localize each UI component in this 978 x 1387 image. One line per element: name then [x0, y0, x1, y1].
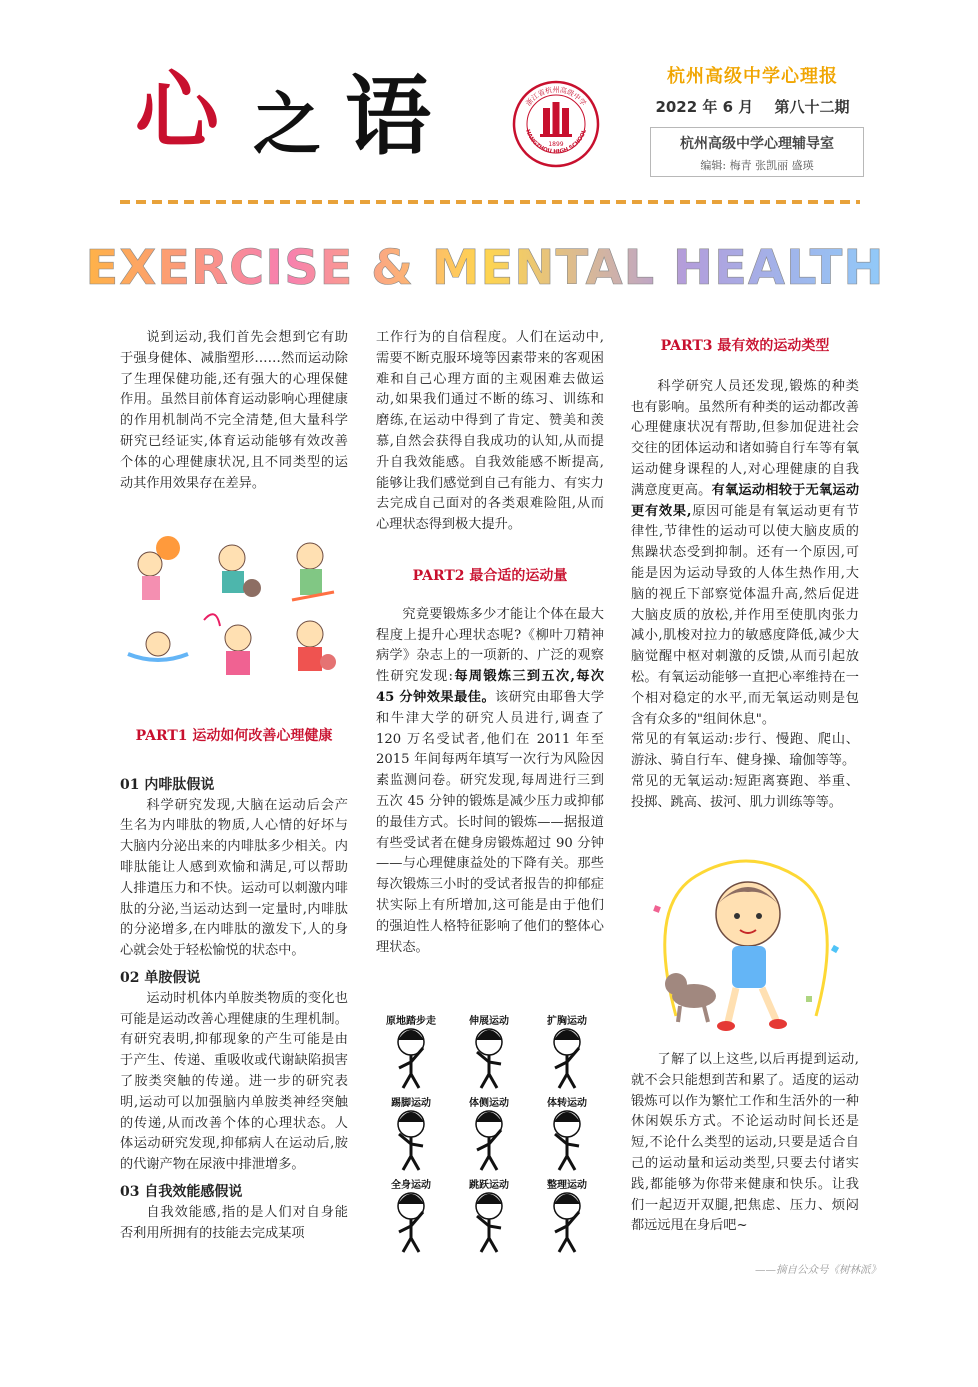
exercise-label: 全身运动 — [391, 1180, 431, 1191]
header-divider — [120, 200, 860, 204]
issue-date: 2022 年 6 月 — [655, 98, 754, 116]
issue-line — [640, 96, 865, 117]
exercise-label: 扩胸运动 — [547, 1016, 587, 1027]
conclusion-paragraph: 了解了以上这些,以后再提到运动,就不会只能想到苦和累了。适度的运动锻炼可以作为繁忙工作和生活外的一种休闲娱乐方式。不论运动时间长还是短,不论什么类型的运动,只要是适合自己的运动量和运动类型,只要去付诸实践,都能够为你带来健康和快乐。让我们一起迈开双腿,把焦虑、压力、烦闷都远远甩在身后吧~ — [631, 1052, 859, 1234]
part3-title: PART3 最有效的运动类型 — [660, 338, 830, 354]
exercise-figure — [469, 1096, 509, 1170]
exercise-label: 体侧运动 — [469, 1098, 509, 1109]
svg-text:1899: 1899 — [548, 141, 564, 148]
intro-paragraph: 说到运动,我们首先会想到它有助于强身健体、减脂塑形……然而运动除了生理保健功能,还有强大的心理保健作用。虽然目前体育运动影响心理健康的作用机制尚不完全清楚,但大量科学研究已经证实,体育运动能够有效改善个体的心理健康状况,且不同类型的运动其作用效果存在差异。 — [120, 330, 348, 491]
paper-name: 杭州高级中学心理报 — [667, 66, 838, 87]
part1-title: PART1 运动如何改善心理健康 — [135, 728, 333, 744]
sec2-text: 运动时机体内单胺类物质的变化也可能是运动改善心理健康的生理机制。有研究表明,抑郁现象的产生可能是由于产生、传递、重吸收或代谢缺陷损害了胺类突触的传递。进一步的研究表明,运动可以加强脑内单胺类神经突触的传递,从而改善个体的心理状态。人体运动研究发现,抑郁病人在运动后,胺的代谢产物在尿液中排泄增多。 — [120, 990, 348, 1173]
svg-text:HANGZHOU HIGH SCHOOL: HANGZHOU HIGH SCHOOL — [524, 128, 588, 156]
part3-paragraph: 科学研究人员还发现,锻炼的种类也有影响。虽然所有种类的运动都改善心理健康状况有帮助,但参加促进社会交往的团体运动和诸如骑自行车等有氧运动健身课程的人,对心理健康的自我满意度更高。有氧运动相较于无氧运动更有效果,原因可能是有氧运动更有节律性,节律性的运动可以使大脑皮质的焦躁状态受到抑制。还有一个原因,可能是因为运动导致的人体生热作用,大脑的视丘下部察觉体温升高,然后促进大脑皮质的放松,并作用至使肌肉张力减小,肌梭对拉力的敏感度降低,减少大脑觉醒中枢对刺激的反馈,从而引起放松。有氧运动能够一直把心率维持在一个相对稳定的水平,而无氧运动则是包含有众多的"组间休息"。 — [631, 378, 860, 727]
sec3-text: 自我效能感,指的是人们对自身能否利用所拥有的技能去完成某项 — [120, 1204, 348, 1241]
exercise-label: 原地踏步走 — [386, 1016, 436, 1027]
svg-text:EXERCISE & MENTAL HEALTH: EXERCISE & MENTAL HEALTH — [85, 240, 885, 296]
exercise-label: 伸展运动 — [469, 1016, 509, 1027]
source-credit: ——摘自公众号《树林派》 — [755, 1264, 881, 1276]
exercise-figure — [547, 1014, 587, 1088]
column-1-part1 — [120, 726, 348, 1244]
exercise-figure — [469, 1014, 509, 1088]
title-char-xin: 心 — [135, 61, 220, 160]
exercise-label: 体转运动 — [547, 1098, 587, 1109]
sec2-title: 02 单胺假说 — [120, 969, 201, 986]
exercise-figure — [391, 1096, 431, 1170]
exercise-grid-illustration — [372, 1012, 608, 1264]
part2-title: PART2 最合适的运动量 — [412, 567, 568, 584]
school-emblem — [512, 80, 600, 168]
office-box — [650, 127, 864, 177]
issue-number: 第八十二期 — [774, 98, 850, 116]
exercise-figure — [547, 1178, 587, 1252]
column-3-part3 — [631, 336, 859, 814]
jump-rope-girl-illustration — [636, 846, 858, 1046]
exercise-figure — [391, 1178, 431, 1252]
exercise-figure — [468, 1178, 509, 1252]
exercise-label: 整理运动 — [547, 1180, 587, 1191]
aerobic-list: 常见的有氧运动:步行、慢跑、爬山、游泳、骑自行车、健身操、瑜伽等等。 — [631, 732, 859, 769]
kids-sports-illustration — [120, 526, 350, 686]
header-info — [640, 62, 865, 177]
title-char-zhi: 之 — [253, 85, 322, 165]
title-char-yu: 语 — [345, 66, 431, 167]
editors: 编辑: 梅青 张凯丽 盛瑛 — [700, 159, 814, 172]
exercise-figure — [547, 1096, 587, 1170]
part2-paragraph: 究竟要锻炼多少才能让个体在最大程度上提升心理状态呢?《柳叶刀精神病学》杂志上的一项新的、广泛的观察性研究发现:每周锻炼三到五次,每次 45 分钟效果最佳。该研究由耶鲁大学和牛津大学的研究人员进行,调查了 120 万名受试者,他们在 2011 年至 2015 年间每两年填写一次行为风险因素监测问卷。研究发现,每周进行三到五次 45 分钟的锻炼是减少压力或抑郁的最佳方式。长时间的锻炼——据报道有些受试者在健身房锻炼超过 90 分钟——与心理健康益处的下降有关。那些每次锻炼三小时的受试者报告的抑郁症状实际上有所增加,这可能是由于他们的强迫性人格特征影响了他们的整体心理状态。 — [376, 606, 605, 955]
svg-text:浙江省杭州高级中学: 浙江省杭州高级中学 — [524, 86, 588, 108]
headline-banner — [85, 232, 885, 302]
exercise-figure — [386, 1014, 436, 1088]
column-3-conclusion — [631, 1050, 859, 1237]
anaerobic-list: 常见的无氧运动:短距离赛跑、举重、投掷、跳高、拔河、肌力训练等等。 — [631, 773, 859, 810]
exercise-label: 跳跃运动 — [469, 1180, 509, 1191]
sec1-text: 科学研究发现,大脑在运动后会产生名为内啡肽的物质,人心情的好坏与大脑内分泌出来的内啡肽多少相关。内啡肽能让人感到欢愉和满足,可以帮助人排遣压力和不快。运动可以刺激内啡肽的分泌,当运动达到一定量时,内啡肽的分泌增多,在内啡肽的激发下,人的身心就会处于轻松愉悦的状态中。 — [120, 797, 348, 959]
column-2-text — [376, 328, 604, 958]
sec3-continued: 工作行为的自信程度。人们在运动中,需要不断克服环境等因素带来的客观困难和自己心理方面的主观困难去做运动,如果我们通过不断的练习、训练和磨练,在运动中得到了肯定、赞美和羡慕,自然会获得自我成功的认知,从而提升自我效能感。自我效能感不断提高,能够让我们感觉到自己有能力、有实力去完成自己面对的各类艰难险阻,从而心理状态得到极大提升。 — [376, 330, 604, 533]
masthead-title — [135, 60, 465, 170]
exercise-label: 踢脚运动 — [391, 1098, 431, 1109]
column-1-intro — [120, 328, 348, 494]
sec1-title: 01 内啡肽假说 — [120, 776, 215, 793]
office-name: 杭州高级中学心理辅导室 — [680, 136, 834, 152]
sec3-title: 03 自我效能感假说 — [120, 1183, 243, 1200]
